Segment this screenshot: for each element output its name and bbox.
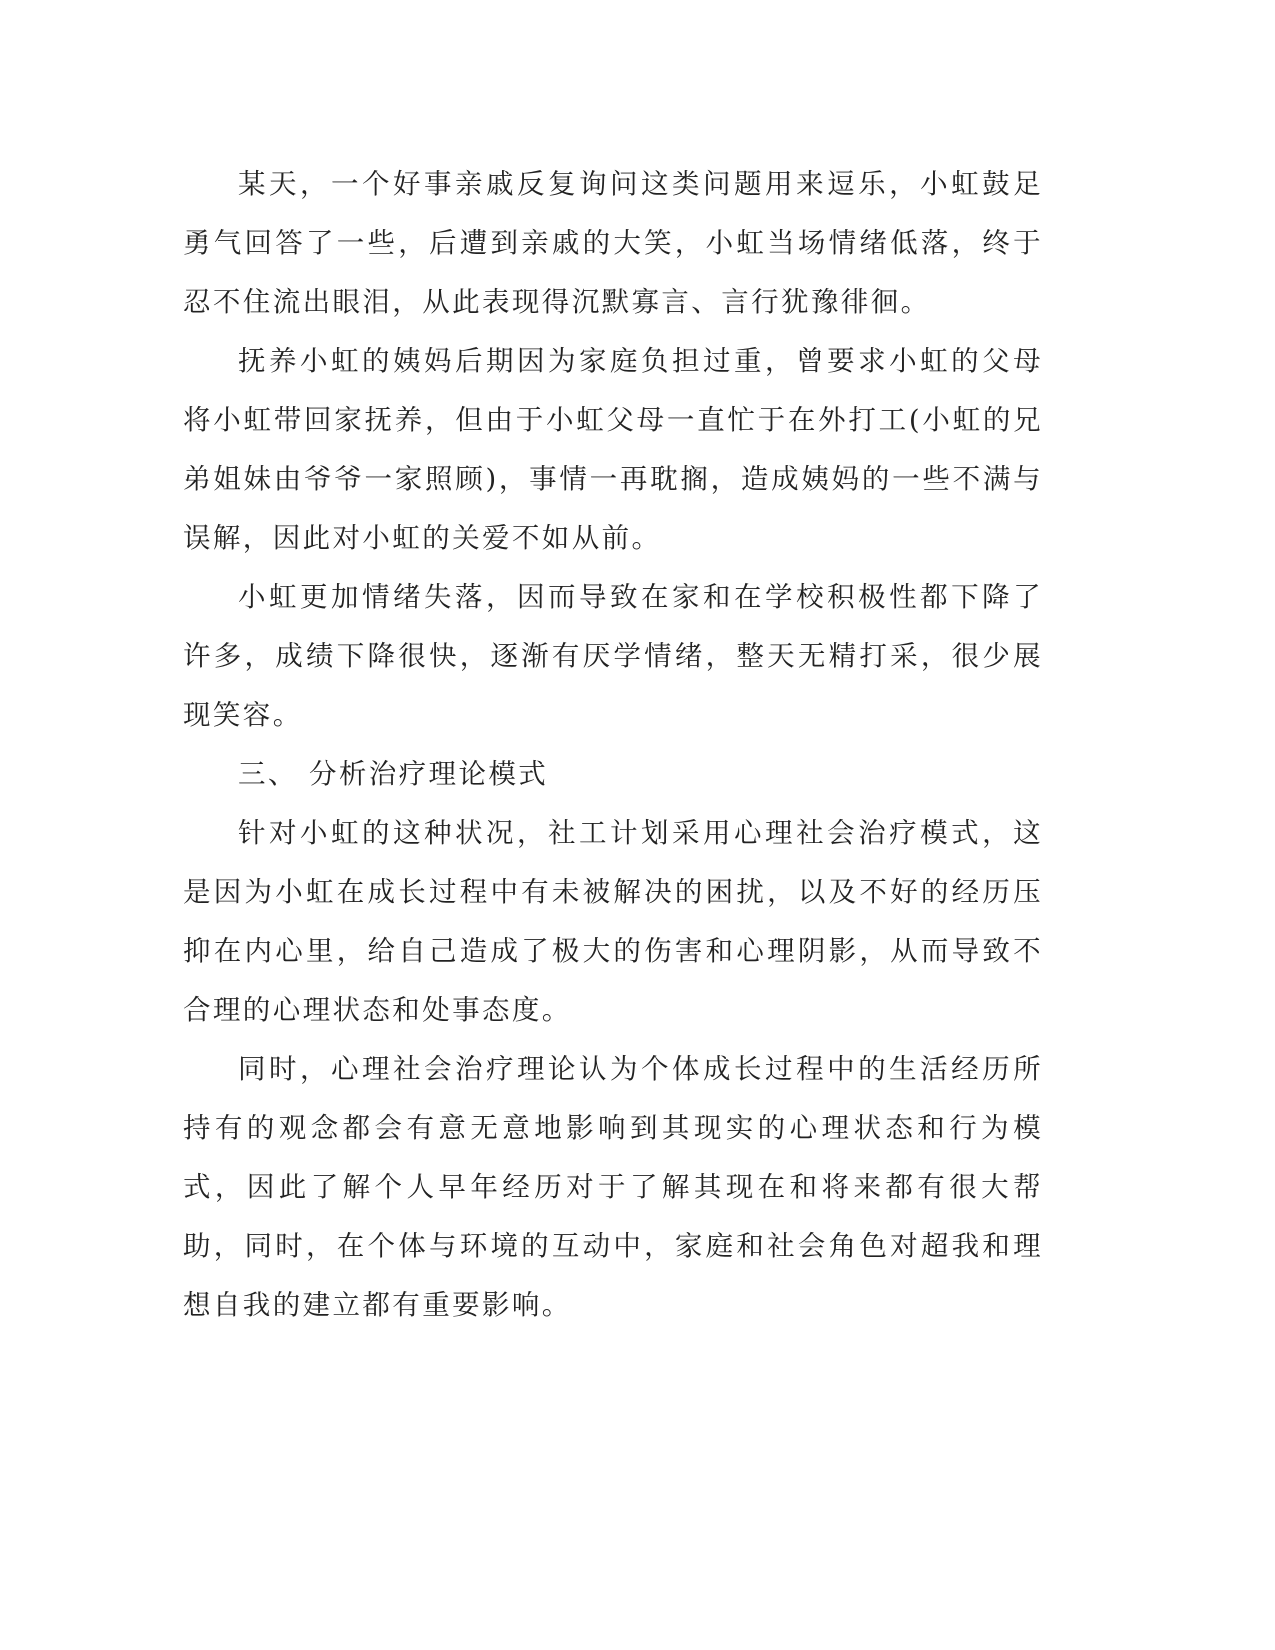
paragraph-mood-decline: 小虹更加情绪失落，因而导致在家和在学校积极性都下降了许多，成绩下降很快，逐渐有厌学情绪，整天无精打采，很少展现笑容。 xyxy=(183,581,1043,731)
paragraph-relative-teasing: 某天，一个好事亲戚反复询问这类问题用来逗乐，小虹鼓足勇气回答了一些，后遭到亲戚的大笑，小虹当场情绪低落，终于忍不住流出眼泪，从此表现得沉默寡言、言行犹豫徘徊。 xyxy=(183,168,1043,318)
paragraph-theory-explanation: 同时，心理社会治疗理论认为个体成长过程中的生活经历所持有的观念都会有意无意地影响到其现实的心理状态和行为模式，因此了解个人早年经历对于了解其现在和将来都有很大帮助，同时，在个体与环境的互动中，家庭和社会角色对超我和理想自我的建立都有重要影响。 xyxy=(183,1053,1043,1321)
section-heading: 三、 分析治疗理论模式 xyxy=(238,758,549,790)
paragraph-treatment-plan: 针对小虹的这种状况，社工计划采用心理社会治疗模式，这是因为小虹在成长过程中有未被解决的困扰，以及不好的经历压抑在内心里，给自己造成了极大的伤害和心理阴影，从而导致不合理的心理状态和处事态度。 xyxy=(183,817,1043,1026)
paragraph-aunt-care: 抚养小虹的姨妈后期因为家庭负担过重，曾要求小虹的父母将小虹带回家抚养，但由于小虹父母一直忙于在外打工(小虹的兄弟姐妹由爷爷一家照顾)，事情一再耽搁，造成姨妈的一些不满与误解，因此对小虹的关爱不如从前。 xyxy=(183,345,1043,554)
document-body xyxy=(183,155,1043,1335)
